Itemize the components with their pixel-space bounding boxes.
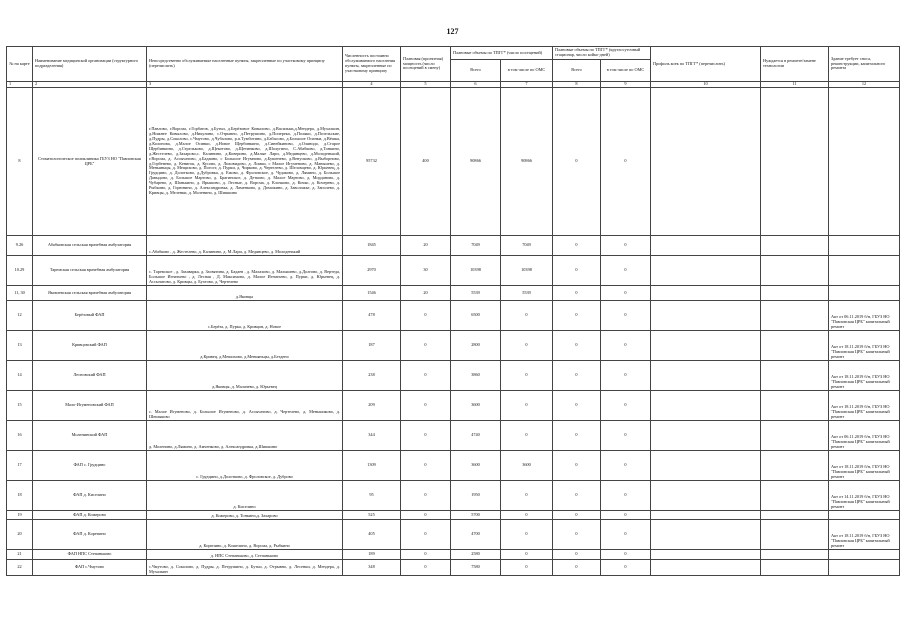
col-number: 1 (7, 82, 33, 88)
header-capacity: Плановая (проектная) мощность (число посещений в смену) (401, 47, 451, 82)
needs-repair-cell (761, 361, 829, 391)
population-cell: 344 (343, 421, 401, 451)
building-cell (829, 256, 900, 286)
organization-cell: Кривцовский ФАП (33, 331, 147, 361)
settlements-cell: с.Чмутово, д. Соколово, д. Пудры, д. Петрушино, д. Бутьи, д. Отрывно, д. Лесенки, д. Мендера, д. Мухалкин (147, 560, 343, 576)
organization-cell: ФАП НПС Степаньково (33, 550, 147, 560)
table-row (7, 236, 900, 256)
table-row (7, 520, 900, 550)
bed-profile-cell (651, 88, 761, 236)
col-number: 2 (33, 82, 147, 88)
visits-oms-cell: 10398 (501, 256, 553, 286)
beds-oms-cell: 0 (601, 236, 651, 256)
visits-oms-cell: 0 (501, 421, 553, 451)
settlements-cell: д. Киселино (147, 481, 343, 511)
table-row (7, 256, 900, 286)
building-cell (829, 286, 900, 301)
beds-total-cell: 0 (553, 88, 601, 236)
beds-total-cell: 0 (553, 331, 601, 361)
organization-cell: ФАП д. Киселино (33, 481, 147, 511)
header-needs-repair: Нуждается в ремонте/замене технологии (761, 47, 829, 82)
bed-profile-cell (651, 511, 761, 520)
table-row (7, 301, 900, 331)
beds-total-cell: 0 (553, 361, 601, 391)
header-bed-profile: Профиль коек по ТПГГ* (перечислить) (651, 47, 761, 82)
beds-total-cell: 0 (553, 286, 601, 301)
building-cell: Акт от 18.11.2019 б/н, ГБУЗ НО "Павловская ЦРБ" капитальный ремонт (829, 451, 900, 481)
map-number-cell: 18 (7, 481, 33, 511)
needs-repair-cell (761, 560, 829, 576)
visits-oms-cell: 0 (501, 481, 553, 511)
settlements-cell: д.Яковцы, д. Малачево, д. Юрьевец (147, 361, 343, 391)
visits-total-cell: 90866 (451, 88, 501, 236)
map-number-cell: 13 (7, 331, 33, 361)
needs-repair-cell (761, 451, 829, 481)
col-number: 11 (761, 82, 829, 88)
population-cell: 2970 (343, 256, 401, 286)
col-number: 5 (401, 82, 451, 88)
visits-oms-cell: 0 (501, 550, 553, 560)
organization-cell: Абабковская сельская врачебная амбулатория (33, 236, 147, 256)
beds-total-cell: 0 (553, 391, 601, 421)
col-number: 4 (343, 82, 401, 88)
settlements-cell: д. Моленино, д.Лямино, д. Амченково, д. Александровка, д.Шишкино (147, 421, 343, 451)
map-number-cell: 10.29 (7, 256, 33, 286)
beds-total-cell: 0 (553, 421, 601, 451)
needs-repair-cell (761, 236, 829, 256)
beds-oms-cell: 0 (601, 301, 651, 331)
capacity-cell: 400 (401, 88, 451, 236)
header-visits: Плановые объемы по ТПГГ* (число посещений) (451, 47, 553, 60)
settlements-cell: д.Кривец, д.Мешихово, д.Меньяньцы, д.Бездено (147, 331, 343, 361)
bed-profile-cell (651, 550, 761, 560)
building-cell: Акт от 18.11.2019 б/н, ГБУЗ НО "Павловская ЦРБ" капитальный ремонт (829, 331, 900, 361)
population-cell: 1546 (343, 286, 401, 301)
col-number: 12 (829, 82, 900, 88)
visits-oms-cell: 3600 (501, 451, 553, 481)
bed-profile-cell (651, 236, 761, 256)
table-row (7, 560, 900, 576)
table-row (7, 481, 900, 511)
organization-cell: Стоматологическое поликлиника ГБУЗ НО "Павловская ЦРБ" (33, 88, 147, 236)
header-map-no: № на карте (7, 47, 33, 82)
visits-oms-cell: 0 (501, 301, 553, 331)
table-row (7, 550, 900, 560)
capacity-cell: 20 (401, 236, 451, 256)
capacity-cell: 30 (401, 256, 451, 286)
map-number-cell: 19 (7, 511, 33, 520)
visits-total-cell: 2580 (451, 550, 501, 560)
population-cell: 209 (343, 391, 401, 421)
visits-total-cell: 7580 (451, 560, 501, 576)
table-row (7, 88, 900, 236)
header-building: Здание требует сноса, реконструкции, капитального ремонта (829, 47, 900, 82)
visits-oms-cell: 0 (501, 391, 553, 421)
capacity-cell: 0 (401, 481, 451, 511)
table-row (7, 391, 900, 421)
table-row (7, 286, 900, 301)
beds-total-cell: 0 (553, 520, 601, 550)
organization-cell: ФАП д. Корепино (33, 520, 147, 550)
header-beds-total: Всего (553, 60, 601, 82)
settlements-cell: д.Яковцы (147, 286, 343, 301)
bed-profile-cell (651, 286, 761, 301)
settlements-cell: д. Корепино, д. Кошелино, д. Ворсма, д. Рыбкино (147, 520, 343, 550)
beds-oms-cell: 0 (601, 256, 651, 286)
visits-oms-cell: 5539 (501, 286, 553, 301)
col-number: 10 (651, 82, 761, 88)
bed-profile-cell (651, 331, 761, 361)
building-cell: Акт от 18.11.2019 б/н, ГБУЗ НО "Павловская ЦРБ" капитальный ремонт (829, 520, 900, 550)
needs-repair-cell (761, 520, 829, 550)
beds-oms-cell: 0 (601, 286, 651, 301)
capacity-cell: 0 (401, 550, 451, 560)
capacity-cell: 0 (401, 560, 451, 576)
organization-cell: Яковлевская сельская врачебная амбулатория (33, 286, 147, 301)
beds-total-cell: 0 (553, 481, 601, 511)
bed-profile-cell (651, 361, 761, 391)
settlements-cell: с.Абабково , д. Жестелево, д. Калинино, д. М.Лари, д. Медянцево, д. Молоденький (147, 236, 343, 256)
visits-oms-cell: 0 (501, 511, 553, 520)
needs-repair-cell (761, 88, 829, 236)
building-cell: Акт от 06.11.2019 б/н, ГБУЗ НО "Павловская ЦРБ" капитальный ремонт (829, 301, 900, 331)
building-cell (829, 236, 900, 256)
building-cell: Акт от 18.11.2019 б/н, ГБУЗ НО "Павловская ЦРБ" капитальный ремонт (829, 361, 900, 391)
population-cell: 1845 (343, 236, 401, 256)
header-beds-oms: в том числе по ОМС (601, 60, 651, 82)
visits-total-cell: 4700 (451, 520, 501, 550)
population-cell: 238 (343, 361, 401, 391)
map-number-cell: 11, 30 (7, 286, 33, 301)
visits-oms-cell: 7049 (501, 236, 553, 256)
header-visits-total: Всего (451, 60, 501, 82)
beds-oms-cell: 0 (601, 421, 651, 451)
needs-repair-cell (761, 256, 829, 286)
building-cell (829, 550, 900, 560)
capacity-cell: 0 (401, 520, 451, 550)
beds-oms-cell: 0 (601, 88, 651, 236)
visits-oms-cell: 0 (501, 560, 553, 576)
organization-cell: ФАП д. Кожерово (33, 511, 147, 520)
capacity-cell: 0 (401, 331, 451, 361)
settlements-cell: д. Кожерово, д. Тонкино,д. Захарово (147, 511, 343, 520)
beds-oms-cell: 0 (601, 560, 651, 576)
map-number-cell: 9.26 (7, 236, 33, 256)
building-cell (829, 88, 900, 236)
bed-profile-cell (651, 256, 761, 286)
needs-repair-cell (761, 286, 829, 301)
needs-repair-cell (761, 511, 829, 520)
organization-cell: Таремская сельская врачебная амбулатория (33, 256, 147, 286)
beds-oms-cell: 0 (601, 361, 651, 391)
settlements-cell: г.Павлово, г.Ворсма, г.Горбатов, д.Бутьи, д.Берёзовое Ковылово, д.Васильки,д.Мендера, д.Мухалкин, д.Нижнее Ковылово, д.Никулино, с.Отрывно, д.Петрушино, д.Поперека, д.Поляки, д.Позельские, д.Пудры, д.Соколово, с.Чмутово, д.Чубалово, р.п.Тумботино, д.Бабасово, д.Большое Осинки, д.Вёшка, д.Колонова, д.Малое Осинки, д.Новое Щербинкино, д.Синейкиново, д.Олянидо, д.Старое Щербинкино, д.Стрельково, д.Щекотово, д.Щетинково, д.Шолугино, С.Абабково, д.Тонкино, д.Жестелево, д.Захарово,с. Калинино, д.Коверино, д.Малые Лари, д.Медянцево, д.Молоденький, г.Ворсма, д. Ассычатово, д.Бадаино, с Большое Игумново, д.Бушенево, д.Венусково, д.Выборново, д.Горбенево, д. Кенигок, д. Кусово, д. Лиховидово, д. Ломки, с Малое Игуменово, д. Маньшево, д. Меньяньцы, д. Мещихово, д. Погост, д. Пурки, д. Чирково, д. Чертелево, д. Шеломцево, д. Юрьевец, д. Грудцино, д. Долотково, д.Дубровка, д. Ежово, д. Фроловское, д. Чудаково, д. Лямино, д. Большое Давыдово, д. Большое Мартово, д. Брагинское, д. Детково, д. Малое Мартово, д. Морданово, д. Чубарево, д. Шанькино, д. Ярышово, д. Лесные, д. Ворсма, д. Клочково, д. Кочко, д. Кочерево, д. Рыбкино, д. Горюнино, д. Александровка, д. Ламенково, д. Доможино, д. Заволожье, д. Заполево, д. Кривцы, д. Меленки, д. Моленино, д. Шишкино (147, 88, 343, 236)
beds-total-cell: 0 (553, 511, 601, 520)
col-number: 7 (501, 82, 553, 88)
table-row (7, 451, 900, 481)
visits-total-cell: 6500 (451, 301, 501, 331)
population-cell: 187 (343, 331, 401, 361)
visits-total-cell: 2800 (451, 331, 501, 361)
beds-total-cell: 0 (553, 236, 601, 256)
page-number: 127 (446, 27, 459, 36)
col-number: 9 (601, 82, 651, 88)
map-number-cell: 12 (7, 301, 33, 331)
map-number-cell: 20 (7, 520, 33, 550)
building-cell: Акт от 18.11.2019 б/н, ГБУЗ НО "Павловская ЦРБ" капитальный ремонт (829, 391, 900, 421)
capacity-cell: 0 (401, 361, 451, 391)
population-cell: 95732 (343, 88, 401, 236)
population-cell: 478 (343, 301, 401, 331)
header-beds: Плановые объемы по ТПГГ* (круглосуточный стационар, число койко-дней) (553, 47, 651, 60)
visits-total-cell: 3600 (451, 391, 501, 421)
organization-cell: Берёзовый ФАП (33, 301, 147, 331)
visits-total-cell: 4740 (451, 421, 501, 451)
visits-oms-cell: 0 (501, 520, 553, 550)
building-cell (829, 511, 900, 520)
header-population: Численность постоянно обслуживаемого населения пункты, закрепленные по участковому принципу (343, 47, 401, 82)
map-number-cell: 17 (7, 451, 33, 481)
population-cell: 95 (343, 481, 401, 511)
building-cell: Акт от 14.11.2019 б/н, ГБУЗ НО "Павловская ЦРБ" капитальный ремонт (829, 481, 900, 511)
population-cell: 189 (343, 550, 401, 560)
needs-repair-cell (761, 331, 829, 361)
organization-cell: Лесновский ФАП (33, 361, 147, 391)
bed-profile-cell (651, 481, 761, 511)
visits-total-cell: 10398 (451, 256, 501, 286)
visits-total-cell: 1950 (451, 481, 501, 511)
beds-oms-cell: 0 (601, 331, 651, 361)
visits-total-cell: 3860 (451, 361, 501, 391)
settlements-cell: с. Таремское , д. Захаварка, д. Засвятина, д. Бадаев , д. Малахово, д. Малышево, д.Долгово, д. Вертеда, Большое Игнатьево , д. Лесная , Д. Максимово, д. Малое Игнатьево, д. Пурки, д. Юрьевец, д. Ассычатово, д. Кривцы, д. Бухтово, д. Чертелево (147, 256, 343, 286)
organization-cell: Мало-Игуменовский ФАП (33, 391, 147, 421)
beds-oms-cell: 0 (601, 391, 651, 421)
bed-profile-cell (651, 560, 761, 576)
beds-total-cell: 0 (553, 550, 601, 560)
capacity-cell: 20 (401, 286, 451, 301)
bed-profile-cell (651, 301, 761, 331)
map-number-cell: 21 (7, 550, 33, 560)
settlements-cell: с.Берёза, д. Пурка, д. Кривцов, д. Новое (147, 301, 343, 331)
table-row (7, 421, 900, 451)
beds-total-cell: 0 (553, 451, 601, 481)
table-row (7, 361, 900, 391)
table-row (7, 511, 900, 520)
beds-oms-cell: 0 (601, 520, 651, 550)
beds-oms-cell: 0 (601, 481, 651, 511)
population-cell: 1309 (343, 451, 401, 481)
header-organization: Наименование медицинской организации (структурного подразделения) (33, 47, 147, 82)
building-cell (829, 560, 900, 576)
needs-repair-cell (761, 301, 829, 331)
bed-profile-cell (651, 451, 761, 481)
needs-repair-cell (761, 550, 829, 560)
visits-oms-cell: 0 (501, 331, 553, 361)
bed-profile-cell (651, 520, 761, 550)
visits-total-cell: 7049 (451, 236, 501, 256)
beds-total-cell: 0 (553, 301, 601, 331)
beds-total-cell: 0 (553, 256, 601, 286)
visits-total-cell: 5539 (451, 286, 501, 301)
capacity-cell: 0 (401, 421, 451, 451)
map-number-cell: 15 (7, 391, 33, 421)
population-cell: 405 (343, 520, 401, 550)
settlements-cell: с. Грудцино, д.Долотково, д. Фроловское, д. Дуброво (147, 451, 343, 481)
beds-oms-cell: 0 (601, 511, 651, 520)
needs-repair-cell (761, 481, 829, 511)
needs-repair-cell (761, 391, 829, 421)
col-number: 8 (553, 82, 601, 88)
population-cell: 525 (343, 511, 401, 520)
visits-oms-cell: 0 (501, 361, 553, 391)
header-visits-oms: в том числе по ОМС (501, 60, 553, 82)
map-number-cell: 8 (7, 88, 33, 236)
map-number-cell: 16 (7, 421, 33, 451)
capacity-cell: 0 (401, 511, 451, 520)
visits-oms-cell: 90866 (501, 88, 553, 236)
table-row (7, 331, 900, 361)
organization-cell: Моленинский ФАП (33, 421, 147, 451)
col-number: 6 (451, 82, 501, 88)
visits-total-cell: 5700 (451, 511, 501, 520)
table-body (7, 88, 900, 576)
facility-table (6, 46, 900, 576)
capacity-cell: 0 (401, 301, 451, 331)
map-number-cell: 14 (7, 361, 33, 391)
beds-oms-cell: 0 (601, 451, 651, 481)
population-cell: 348 (343, 560, 401, 576)
needs-repair-cell (761, 421, 829, 451)
visits-total-cell: 3600 (451, 451, 501, 481)
settlements-cell: с. Малое Игуменово, д. Большое Игуменово, д. Ассычатово, д. Чертелево, д. Меньшиково, д. Шешыково (147, 391, 343, 421)
organization-cell: ФАП с.Чмутово (33, 560, 147, 576)
organization-cell: ФАП с. Грудцино (33, 451, 147, 481)
settlements-cell: д. НПС Степаньково, д. Степаньково (147, 550, 343, 560)
capacity-cell: 0 (401, 391, 451, 421)
beds-oms-cell: 0 (601, 550, 651, 560)
bed-profile-cell (651, 391, 761, 421)
beds-total-cell: 0 (553, 560, 601, 576)
building-cell: Акт от 06.11.2019 б/н, ГБУЗ НО "Павловская ЦРБ" капитальный ремонт (829, 421, 900, 451)
header-settlements: Непосредственно обслуживаемые населенные пункты, закрепленные по участковому принципу (перечислить) (147, 47, 343, 82)
map-number-cell: 22 (7, 560, 33, 576)
bed-profile-cell (651, 421, 761, 451)
col-number: 3 (147, 82, 343, 88)
capacity-cell: 0 (401, 451, 451, 481)
